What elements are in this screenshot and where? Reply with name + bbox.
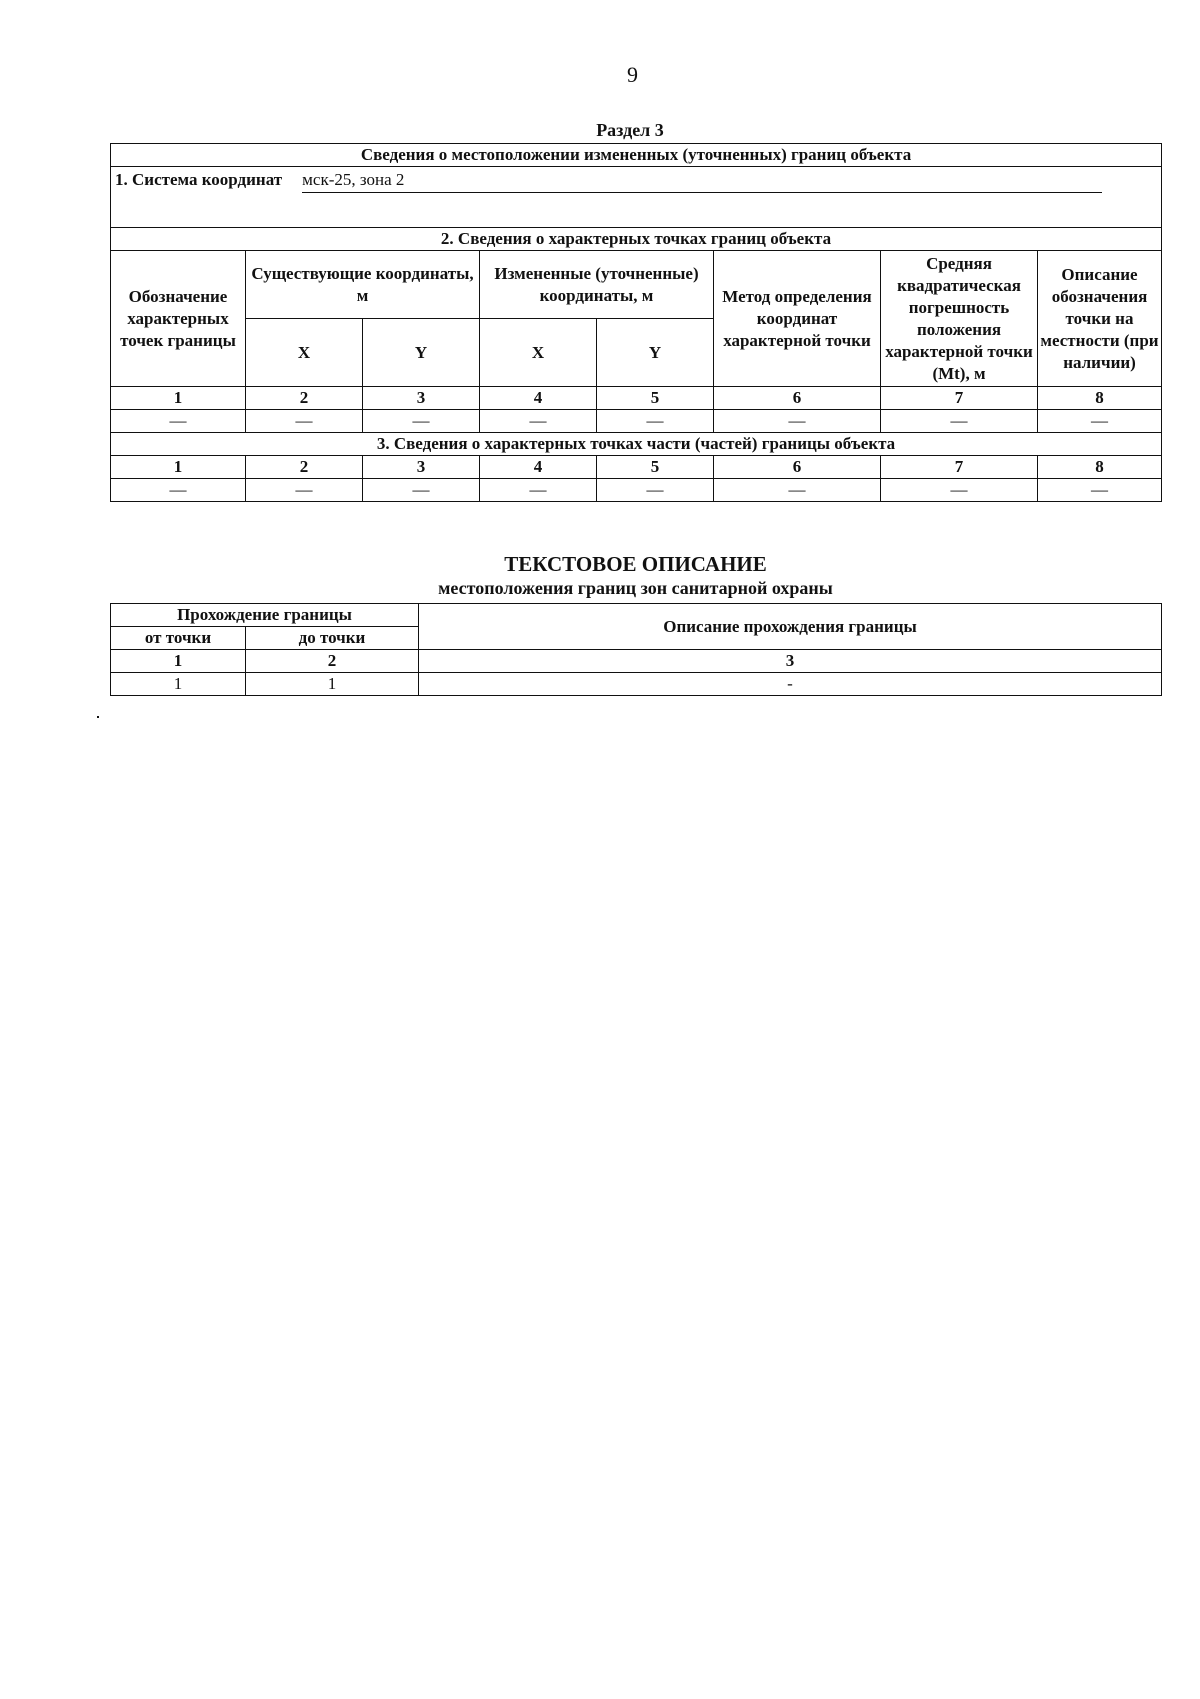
col-number: 8	[1038, 456, 1162, 479]
header-existing-x: X	[246, 319, 363, 387]
table-cell: —	[597, 410, 714, 433]
col-number: 6	[714, 387, 881, 410]
from-point-cell: 1	[111, 673, 246, 696]
table-cell: —	[246, 479, 363, 502]
header-changed-y: Y	[597, 319, 714, 387]
description-cell: -	[419, 673, 1162, 696]
text-description-subtitle: местоположения границ зон санитарной охраны	[438, 578, 833, 598]
col-number: 2	[246, 650, 419, 673]
header-changed-x: X	[480, 319, 597, 387]
col-number: 3	[363, 456, 480, 479]
table-cell: —	[111, 410, 246, 433]
col-number: 5	[597, 387, 714, 410]
col-number: 5	[597, 456, 714, 479]
header-mean-error: Средняя квадратическая погрешность положения характерной точки (Mt), м	[881, 251, 1038, 387]
table-cell: —	[111, 479, 246, 502]
table-row	[111, 410, 1162, 433]
col-number: 7	[881, 456, 1038, 479]
header-from-point: от точки	[111, 627, 246, 650]
col-number: 4	[480, 387, 597, 410]
header-to-point: до точки	[246, 627, 419, 650]
to-point-cell: 1	[246, 673, 419, 696]
header-existing-coords: Существующие координаты, м	[246, 251, 480, 319]
section-title: Раздел 3	[596, 120, 664, 140]
table-cell: —	[480, 479, 597, 502]
table-cell: —	[881, 479, 1038, 502]
col-number: 6	[714, 456, 881, 479]
table-cell: —	[1038, 479, 1162, 502]
coord-system-row	[111, 167, 1162, 228]
points-section-title: 2. Сведения о характерных точках границ объекта	[111, 228, 1162, 251]
table-row	[111, 673, 1162, 696]
header-existing-y: Y	[363, 319, 480, 387]
col-number: 7	[881, 387, 1038, 410]
col-number: 2	[246, 456, 363, 479]
col-number: 3	[363, 387, 480, 410]
coord-system-label: 1. Система координат	[115, 170, 283, 189]
header-boundary-passage: Прохождение границы	[111, 604, 419, 627]
table-cell: —	[1038, 410, 1162, 433]
parts-column-number-row	[111, 456, 1162, 479]
boundary-description-table	[110, 603, 1162, 696]
boundary-points-table	[110, 143, 1162, 502]
table-cell: —	[480, 410, 597, 433]
header-passage-description: Описание прохождения границы	[419, 604, 1162, 650]
table-row	[111, 479, 1162, 502]
column-number-row	[111, 387, 1162, 410]
header-designation: Обозначение характерных точек границы	[111, 251, 246, 387]
text-description-title: ТЕКСТОВОЕ ОПИСАНИЕ	[504, 552, 767, 576]
coord-system-value: мск-25, зона 2	[302, 169, 1102, 193]
table-cell: —	[881, 410, 1038, 433]
col-number: 8	[1038, 387, 1162, 410]
col-number: 1	[111, 387, 246, 410]
column-number-row	[111, 650, 1162, 673]
page-number: 9	[627, 62, 638, 87]
parts-section-title: 3. Сведения о характерных точках части (частей) границы объекта	[111, 433, 1162, 456]
table-cell: —	[363, 410, 480, 433]
table-cell: —	[714, 410, 881, 433]
table-title: Сведения о местоположении измененных (уточненных) границ объекта	[111, 144, 1162, 167]
col-number: 2	[246, 387, 363, 410]
header-changed-coords: Измененные (уточненные) координаты, м	[480, 251, 714, 319]
col-number: 3	[419, 650, 1162, 673]
header-point-description: Описание обозначения точки на местности (при наличии)	[1038, 251, 1162, 387]
scan-dot	[97, 716, 99, 718]
header-method: Метод определения координат характерной точки	[714, 251, 881, 387]
table-cell: —	[714, 479, 881, 502]
table-cell: —	[246, 410, 363, 433]
col-number: 1	[111, 456, 246, 479]
col-number: 1	[111, 650, 246, 673]
table-cell: —	[597, 479, 714, 502]
table-cell: —	[363, 479, 480, 502]
col-number: 4	[480, 456, 597, 479]
